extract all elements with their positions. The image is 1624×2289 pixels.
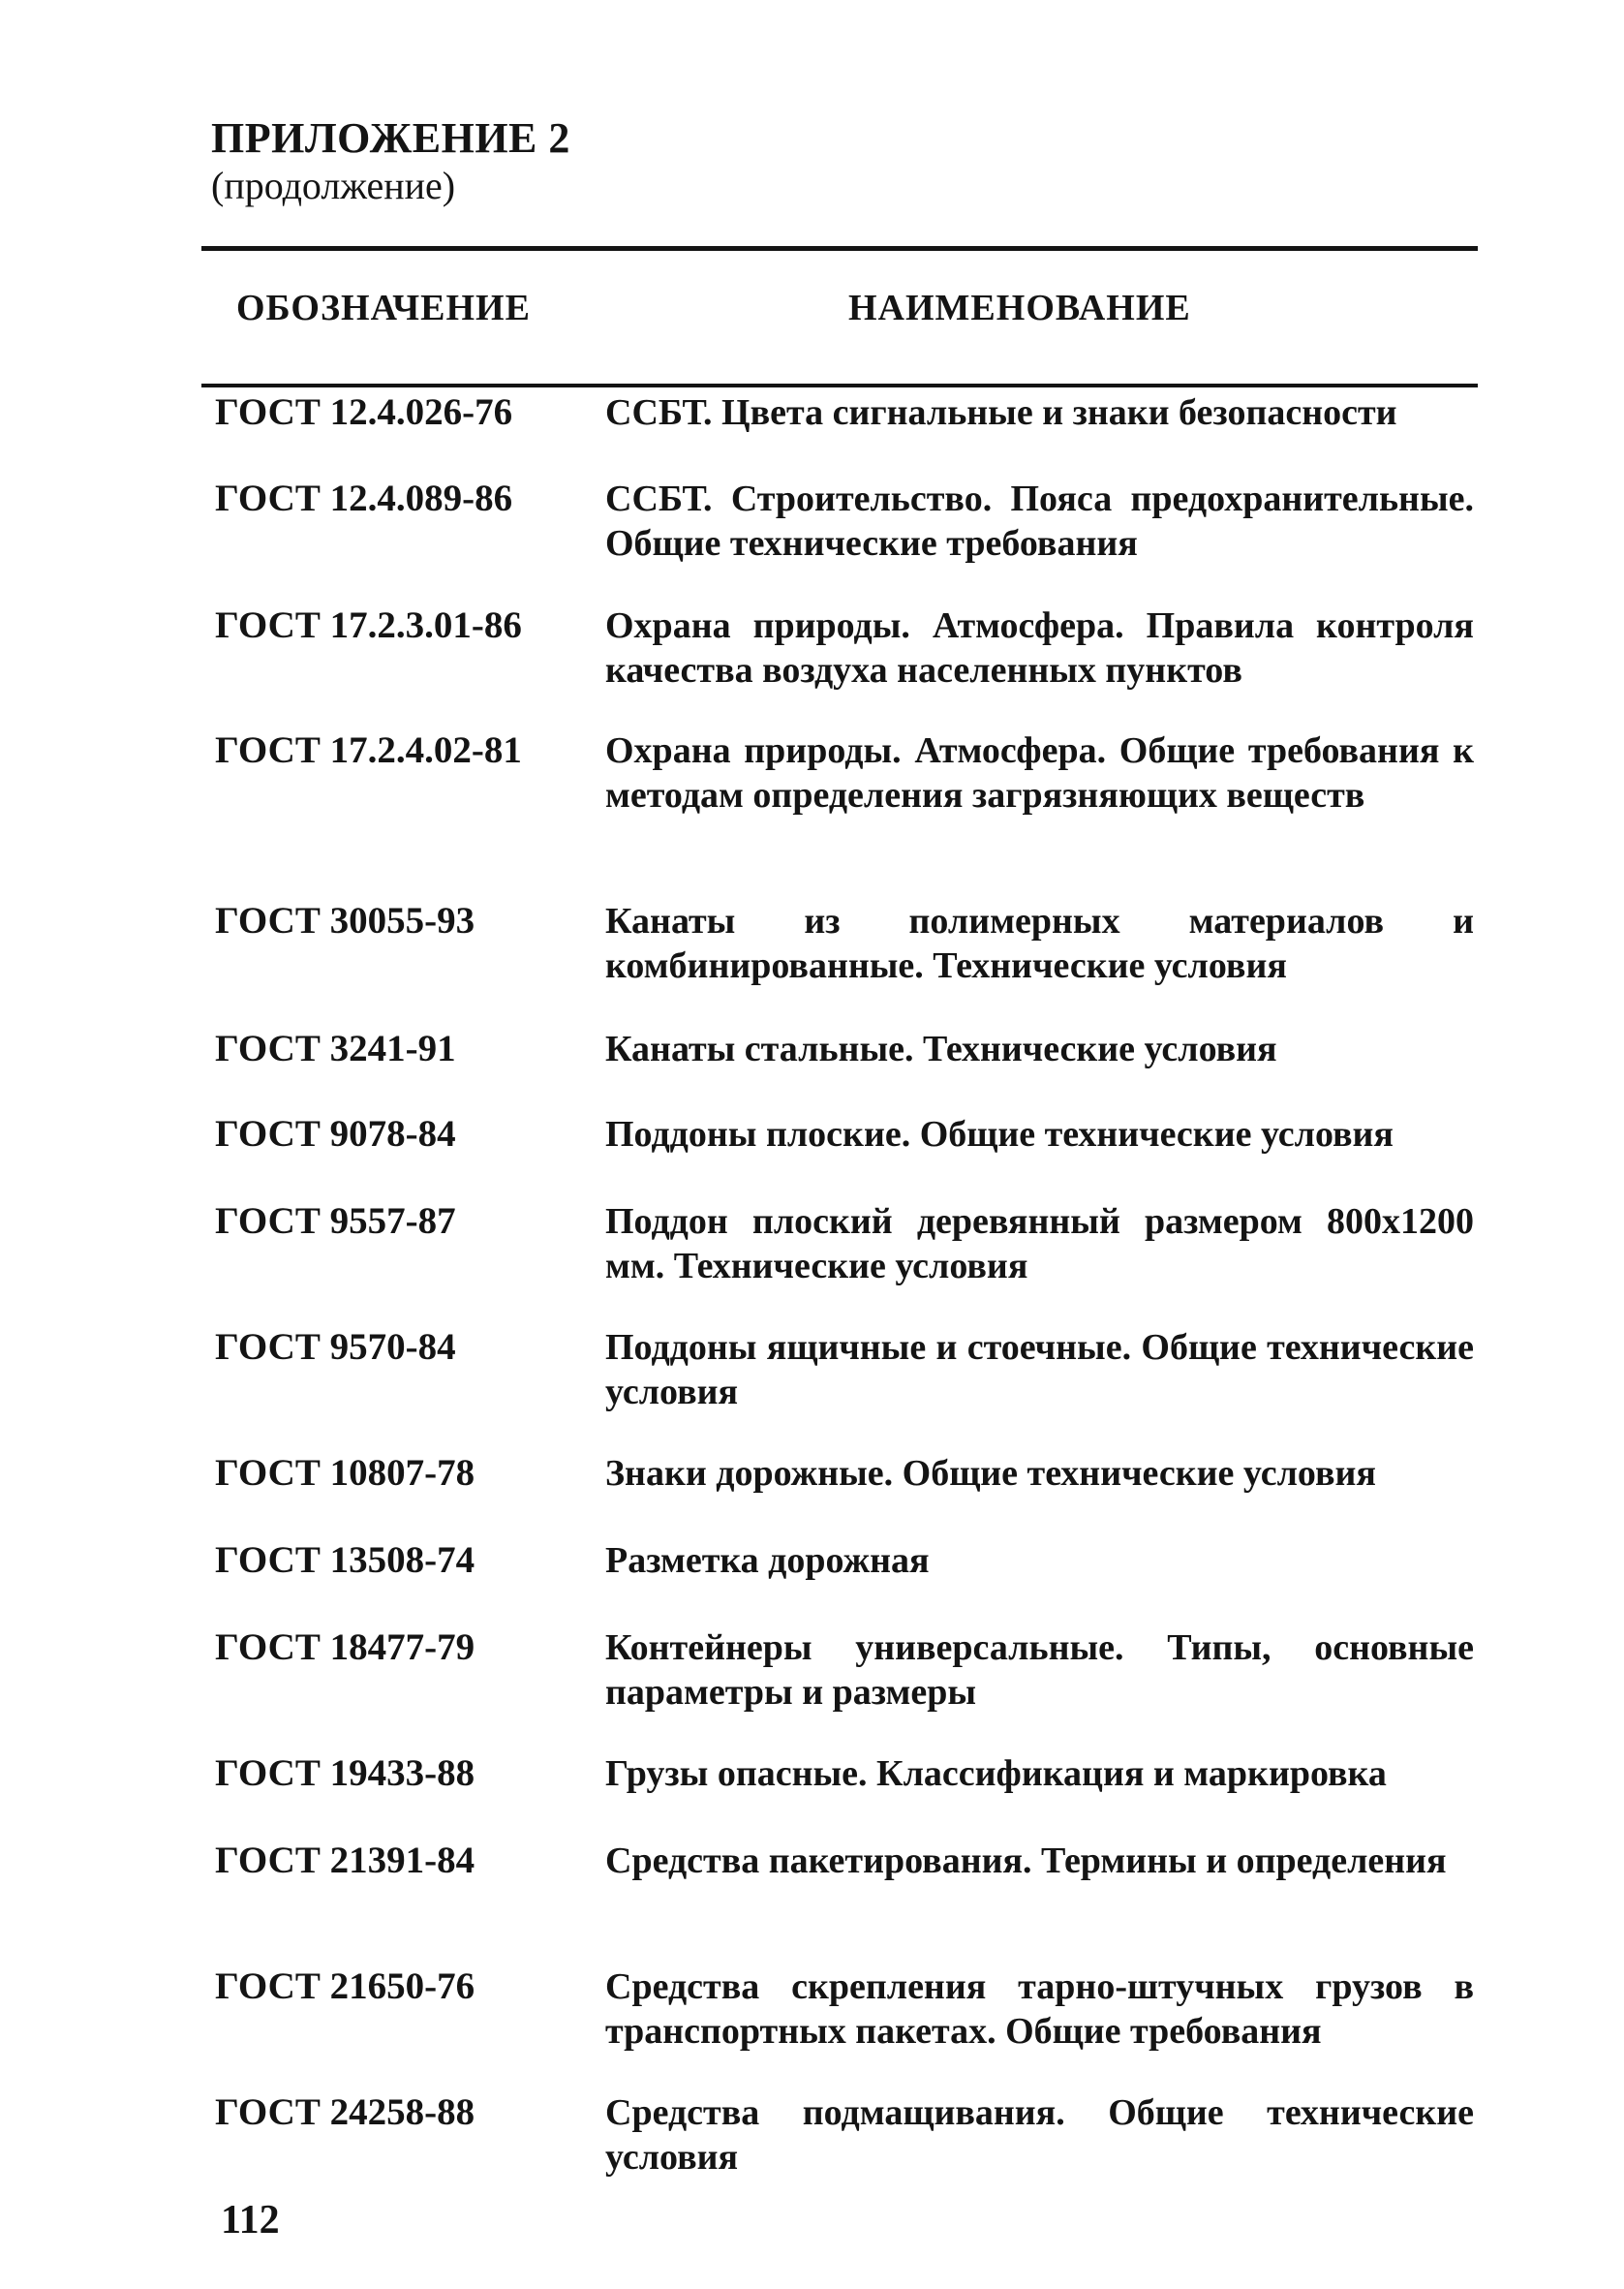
- row-name: Поддоны плоские. Общие технические условия: [605, 1114, 1394, 1155]
- appendix-title: ПРИЛОЖЕНИЕ 2: [211, 114, 570, 162]
- row-name: Охрана природы. Атмосфера. Правила контроля качества воздуха населенных пунктов: [605, 605, 1474, 691]
- row-name: Канаты стальные. Технические условия: [605, 1029, 1277, 1069]
- row-code: ГОСТ 13508-74: [215, 1539, 475, 1581]
- row-code: ГОСТ 17.2.4.02-81: [215, 729, 522, 771]
- row-code: ГОСТ 21391-84: [215, 1840, 475, 1881]
- row-code: ГОСТ 12.4.026-76: [215, 391, 513, 433]
- row-name: Разметка дорожная: [605, 1540, 930, 1581]
- row-code: ГОСТ 21650-76: [215, 1965, 475, 2007]
- row-name: Канаты из полимерных материалов и комбинированные. Технические условия: [605, 901, 1474, 986]
- row-name: Грузы опасные. Классификация и маркировка: [605, 1753, 1387, 1794]
- row-code: ГОСТ 9570-84: [215, 1326, 456, 1368]
- row-code: ГОСТ 10807-78: [215, 1452, 475, 1494]
- row-name: ССБТ. Строительство. Пояса предохранительные. Общие технические требования: [605, 479, 1474, 564]
- row-code: ГОСТ 3241-91: [215, 1028, 456, 1069]
- row-name: Контейнеры универсальные. Типы, основные параметры и размеры: [605, 1627, 1474, 1713]
- column-header-code: ОБОЗНАЧЕНИЕ: [236, 288, 531, 328]
- row-code: ГОСТ 24258-88: [215, 2091, 475, 2133]
- row-name: Поддон плоский деревянный размером 800х1200 мм. Технические условия: [605, 1201, 1474, 1286]
- row-code: ГОСТ 9078-84: [215, 1113, 456, 1155]
- row-code: ГОСТ 17.2.3.01-86: [215, 604, 522, 646]
- row-name: ССБТ. Цвета сигнальные и знаки безопасности: [605, 392, 1397, 433]
- row-code: ГОСТ 9557-87: [215, 1200, 456, 1242]
- row-name: Охрана природы. Атмосфера. Общие требования к методам определения загрязняющих веществ: [605, 730, 1474, 816]
- row-code: ГОСТ 19433-88: [215, 1752, 475, 1794]
- page-number: 112: [221, 2198, 280, 2243]
- row-code: ГОСТ 18477-79: [215, 1626, 475, 1668]
- row-name: Поддоны ящичные и стоечные. Общие технические условия: [605, 1327, 1474, 1412]
- column-header-name: НАИМЕНОВАНИЕ: [848, 288, 1191, 328]
- row-name: Средства скрепления тарно-штучных грузов в транспортных пакетах. Общие требования: [605, 1966, 1474, 2052]
- row-code: ГОСТ 30055-93: [215, 900, 475, 942]
- row-code: ГОСТ 12.4.089-86: [215, 478, 513, 519]
- row-name: Средства подмащивания. Общие технические условия: [605, 2092, 1474, 2178]
- row-name: Средства пакетирования. Термины и определения: [605, 1840, 1447, 1881]
- row-name: Знаки дорожные. Общие технические условия: [605, 1453, 1376, 1494]
- appendix-subtitle: (продолжение): [211, 164, 456, 207]
